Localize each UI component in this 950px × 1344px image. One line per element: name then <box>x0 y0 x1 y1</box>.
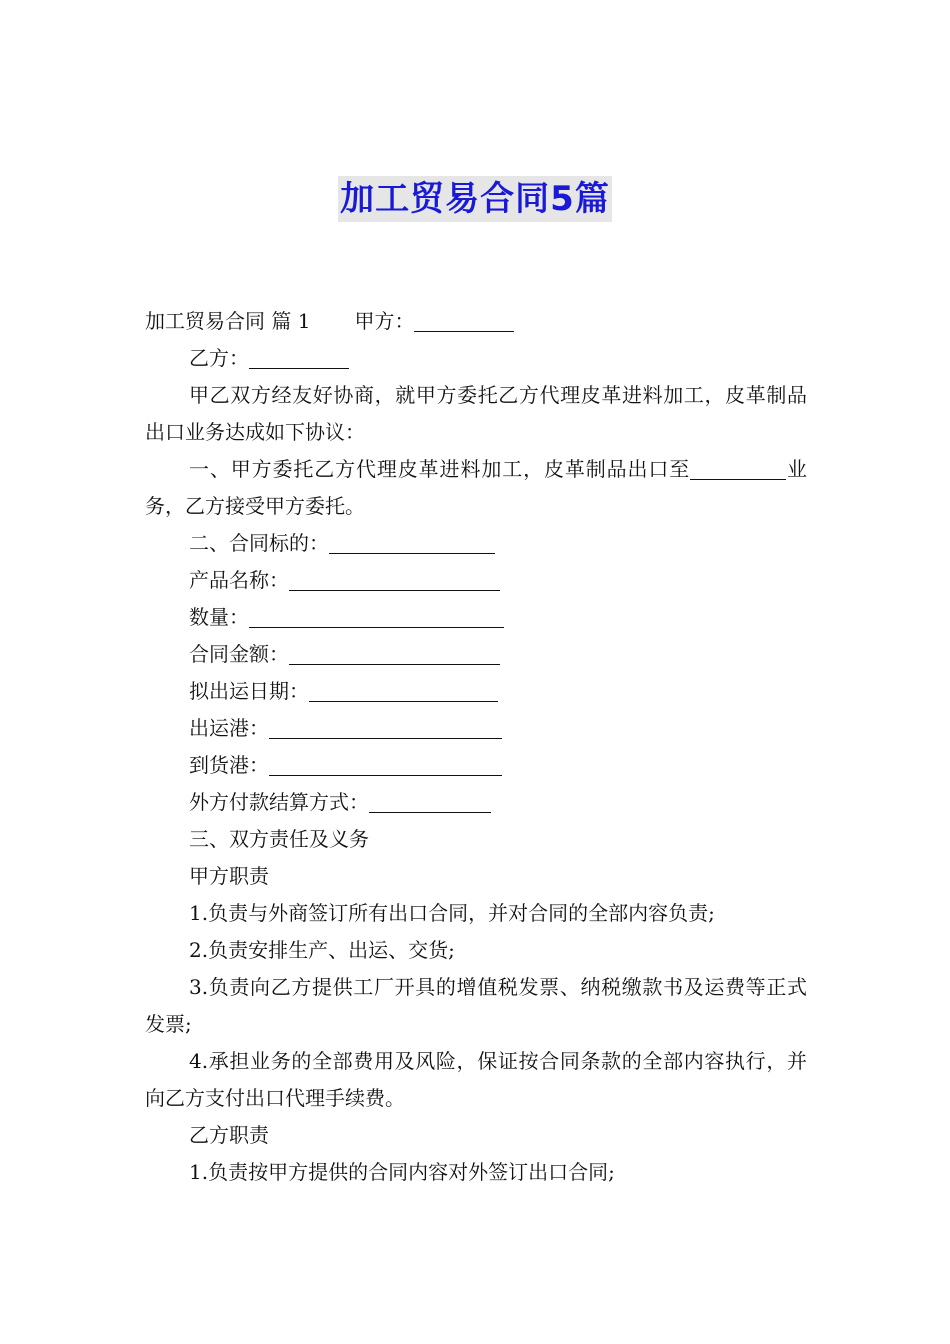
section-heading: 加工贸易合同 篇 1 <box>145 309 311 333</box>
field-label: 合同金额： <box>189 642 289 666</box>
field-label: 外方付款结算方式： <box>189 790 369 814</box>
clause-1-text-a: 一、甲方委托乙方代理皮革进料加工，皮革制品出口至 <box>189 457 691 481</box>
field-port-of-loading <box>145 710 807 747</box>
intro-paragraph: 甲乙双方经友好协商，就甲方委托乙方代理皮革进料加工，皮革制品出口业务达成如下协议： <box>145 383 807 444</box>
field-blank <box>369 788 491 813</box>
field-label: 出运港： <box>189 716 269 740</box>
party-a-duty-2: 2.负责安排生产、出运、交货; <box>189 938 455 962</box>
field-blank <box>289 640 500 665</box>
party-b-line <box>145 340 807 377</box>
field-quantity <box>145 599 807 636</box>
clause-1-text-b: 业务，乙方接受甲方委托。 <box>145 457 808 518</box>
clause-2-blank <box>329 529 495 554</box>
field-label: 产品名称： <box>189 568 289 592</box>
party-a-blank <box>414 307 514 332</box>
field-label: 到货港： <box>189 753 269 777</box>
document-title: 加工贸易合同5篇 <box>338 176 612 222</box>
field-payment-method <box>145 784 807 821</box>
field-label: 拟出运日期： <box>189 679 309 703</box>
clause-2 <box>145 525 807 562</box>
party-a-label: 甲方： <box>354 309 415 333</box>
clause-1 <box>145 451 807 525</box>
party-a-duty-3: 3.负责向乙方提供工厂开具的增值税发票、纳税缴款书及运费等正式发票; <box>145 975 807 1036</box>
party-a-duty-1: 1.负责与外商签订所有出口合同，并对合同的全部内容负责; <box>189 901 715 925</box>
field-blank <box>309 677 498 702</box>
field-blank <box>249 603 504 628</box>
field-blank <box>289 566 500 591</box>
field-port-of-destination <box>145 747 807 784</box>
party-b-duty-1: 1.负责按甲方提供的合同内容对外签订出口合同; <box>189 1160 615 1184</box>
clause-1-blank-start <box>766 455 786 480</box>
document-body <box>145 303 807 1191</box>
party-a-duty-4: 4.承担业务的全部费用及风险，保证按合同条款的全部内容执行，并向乙方支付出口代理手续费。 <box>145 1049 807 1110</box>
clause-1-blank-end <box>690 455 766 480</box>
clause-2-label: 二、合同标的： <box>189 531 329 555</box>
title-container <box>0 176 950 222</box>
clause-3: 三、双方责任及义务 <box>189 827 369 851</box>
field-product-name <box>145 562 807 599</box>
party-b-label: 乙方： <box>189 346 249 370</box>
party-b-duties-title: 乙方职责 <box>189 1123 269 1147</box>
heading-line <box>145 303 807 340</box>
field-blank <box>269 751 502 776</box>
party-b-blank <box>249 344 349 369</box>
field-ship-date <box>145 673 807 710</box>
field-label: 数量： <box>189 605 249 629</box>
party-a-duties-title: 甲方职责 <box>189 864 269 888</box>
field-contract-amount <box>145 636 807 673</box>
field-blank <box>269 714 502 739</box>
